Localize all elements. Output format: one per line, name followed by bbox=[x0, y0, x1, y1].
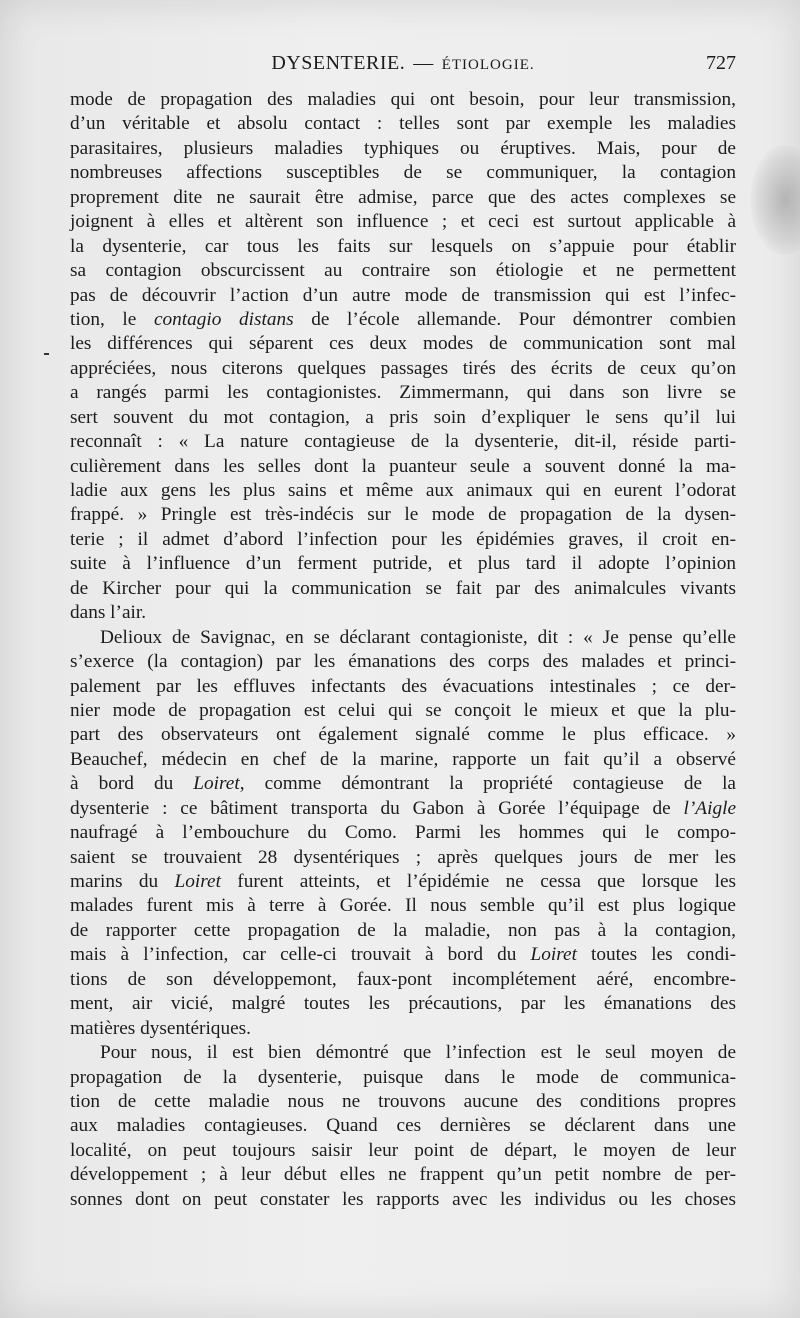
text-segment: dysenterie : ce bâtiment transporta du Gabon à Gorée l’équipage de bbox=[70, 797, 684, 819]
text-line: palement par les effluves infectants des évacuations intestinales ; ce der- bbox=[70, 675, 736, 697]
text-line: parasitaires, plusieurs maladies typhiques ou éruptives. Mais, pour de bbox=[70, 137, 736, 159]
text-line: localité, on peut toujours saisir leur point de départ, le moyen de leur bbox=[70, 1139, 736, 1161]
text-line: Beauchef, médecin en chef de la marine, rapporte un fait qu’il a observé bbox=[70, 748, 736, 770]
text-line: Pour nous, il est bien démontré que l’infection est le seul moyen de bbox=[100, 1042, 736, 1064]
text-line: joignent à elles et altèrent son influence ; et ceci est surtout applicable à bbox=[70, 211, 736, 233]
text-segment: marins du bbox=[70, 871, 175, 892]
text-line: frappé. » Pringle est très-indécis sur le mode de propagation de la dysen- bbox=[70, 504, 736, 526]
text-segment: mais à l’infection, car celle-ci trouvait à bord du bbox=[70, 944, 531, 966]
text-segment: toutes les condi- bbox=[576, 944, 736, 966]
text-segment: tion, le bbox=[70, 308, 154, 330]
text-line: nier mode de propagation est celui qui se conçoit le mieux et que la plu- bbox=[70, 699, 736, 721]
text-line: a rangés parmi les contagionistes. Zimmermann, qui dans son livre se bbox=[70, 382, 736, 404]
text-line: reconnaît : « La nature contagieuse de la dysenterie, dit-il, réside parti- bbox=[70, 431, 736, 453]
text-segment: , comme démontrant la propriété contagieuse de la bbox=[239, 773, 736, 795]
margin-mark bbox=[44, 353, 49, 355]
text-line: ladie aux gens les plus sains et même aux animaux qui en eurent l’odorat bbox=[70, 480, 736, 501]
italic-text: Loiret bbox=[174, 871, 221, 892]
text-line: saient se trouvaient 28 dysentériques ; après quelques jours de mer les bbox=[70, 846, 736, 868]
text-line: sert souvent du mot contagion, a pris soin d’expliquer le sens qu’il lui bbox=[70, 406, 736, 428]
running-head-subtitle: ÉTIOLOGIE. bbox=[441, 57, 535, 73]
text-line bbox=[70, 797, 736, 821]
text-line: matières dysentériques. bbox=[70, 1017, 251, 1039]
text-line: terie ; il admet d’abord l’infection pour les épidémies graves, il croit en- bbox=[70, 528, 736, 550]
text-line: tions de son développemont, faux-pont incomplétement aéré, encombre- bbox=[70, 968, 736, 990]
text-line: de rapporter cette propagation de la maladie, non pas à la contagion, bbox=[70, 919, 736, 941]
text-line: appréciées, nous citerons quelques passages tirés des écrits de ceux qu’on bbox=[70, 357, 736, 379]
text-line: aux maladies contagieuses. Quand ces dernières se déclarent dans une bbox=[70, 1115, 736, 1137]
text-line: la dysenterie, car tous les faits sur lesquels on s’appuie pour établir bbox=[70, 235, 736, 257]
text-line: propagation de la dysenterie, puisque dans le mode de communica- bbox=[70, 1066, 736, 1088]
text-line: suite à l’influence d’un ferment putride, et plus tard il adopte l’opinion bbox=[70, 553, 736, 575]
page-header bbox=[70, 52, 736, 84]
text-line: naufragé à l’embouchure du Como. Parmi les hommes qui le compo- bbox=[70, 822, 736, 844]
italic-text: Loiret bbox=[530, 944, 577, 966]
text-line: part des observateurs ont également signalé comme le plus efficace. » bbox=[70, 724, 736, 746]
running-head-dash: — bbox=[413, 52, 434, 74]
running-head-title: DYSENTERIE. bbox=[271, 52, 406, 74]
page-stain bbox=[750, 145, 800, 255]
text-line: développement ; à leur début elles ne frappent qu’un petit nombre de per- bbox=[70, 1164, 736, 1186]
italic-text: Loiret bbox=[193, 773, 240, 795]
text-line: pas de découvrir l’action d’un autre mode de transmission qui est l’infec- bbox=[70, 284, 736, 306]
text-line: dans l’air. bbox=[70, 602, 147, 624]
text-line bbox=[70, 943, 736, 967]
text-line: Delioux de Savignac, en se déclarant contagioniste, dit : « Je pense qu’elle bbox=[100, 626, 736, 648]
italic-text: l’Aigle bbox=[683, 797, 736, 819]
text-line: de Kircher pour qui la communication se fait par des animalcules vivants bbox=[70, 577, 736, 599]
text-line: les différences qui séparent ces deux modes de communication sont mal bbox=[70, 333, 736, 355]
text-line: mode de propagation des maladies qui ont besoin, pour leur transmission, bbox=[70, 89, 736, 110]
text-line: nombreuses affections susceptibles de se communiquer, la contagion bbox=[70, 162, 736, 184]
body-text bbox=[70, 88, 736, 1212]
text-segment: furent atteints, et l’épidémie ne cessa que lorsque les bbox=[220, 871, 737, 892]
text-segment: à bord du bbox=[70, 773, 194, 795]
text-line bbox=[70, 772, 736, 796]
running-head bbox=[70, 52, 736, 75]
text-line: sonnes dont on peut constater les rapports avec les individus ou les choses bbox=[70, 1188, 736, 1210]
text-line: ment, air vicié, malgré toutes les précautions, par les émanations des bbox=[70, 993, 736, 1015]
text-segment: de l’école allemande. Pour démontrer combien bbox=[293, 308, 736, 330]
text-line: culièrement dans les selles dont la puanteur seule a souvent donné la ma- bbox=[70, 455, 736, 477]
text-line: malades furent mis à terre à Gorée. Il nous semble qu’il est plus logique bbox=[70, 895, 736, 917]
text-line: proprement dite ne saurait être admise, parce que des actes complexes se bbox=[70, 186, 736, 208]
page-number: 727 bbox=[706, 52, 736, 74]
text-line: s’exerce (la contagion) par les émanations des corps des malades et princi- bbox=[70, 651, 736, 673]
text-line bbox=[70, 870, 736, 894]
text-line bbox=[70, 308, 736, 332]
text-line: d’un véritable et absolu contact : telles sont par exemple les maladies bbox=[70, 113, 736, 135]
text-line: tion de cette maladie nous ne trouvons aucune des conditions propres bbox=[70, 1090, 736, 1112]
text-line: sa contagion obscurcissent au contraire son étiologie et ne permettent bbox=[70, 260, 736, 282]
italic-text: contagio distans bbox=[153, 308, 294, 330]
